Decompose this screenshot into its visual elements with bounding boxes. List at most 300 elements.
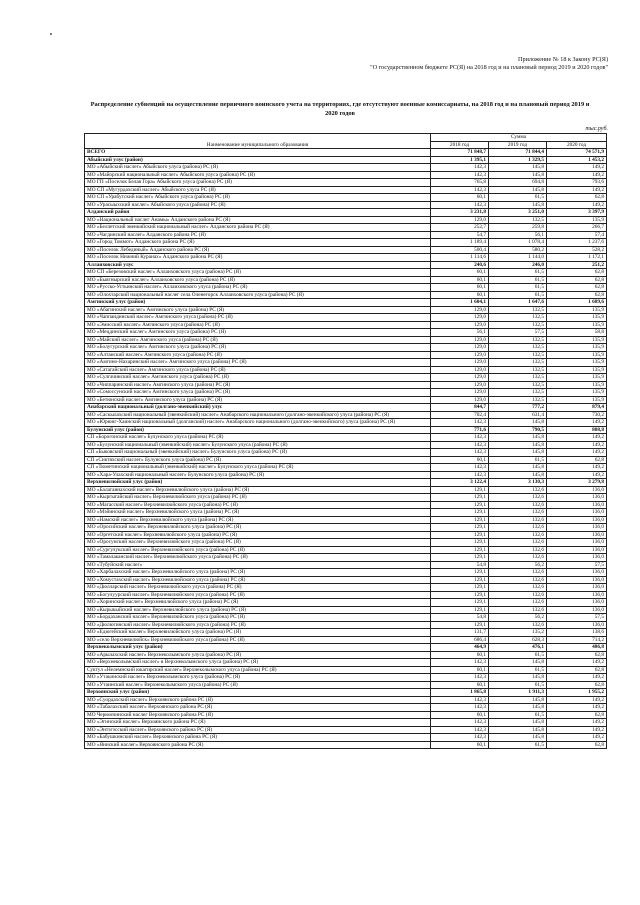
row-value-2019: 132,6 [489,531,547,539]
row-value-2020: 3 397,9 [547,209,607,217]
row-value-2019: 145,8 [489,719,547,727]
table-row [85,269,607,277]
row-name: МО «Национальный наслег Анамы» Алданского района РС (Я) [85,216,431,224]
table-row [85,741,607,749]
row-value-2018: 142,3 [431,696,489,704]
row-value-2018: 60,1 [431,666,489,674]
table-row [85,561,607,569]
row-value-2018: 1 865,8 [431,689,489,697]
row-value-2018: 142,3 [431,659,489,667]
row-value-2020: 149,2 [547,441,607,449]
row-value-2018: 129,1 [431,591,489,599]
row-value-2018: 129,0 [431,389,489,397]
row-value-2020: 135,9 [547,381,607,389]
row-value-2018: 252,7 [431,224,489,232]
row-value-2019: 145,8 [489,419,547,427]
row-value-2018: 500,4 [431,246,489,254]
table-row-total [85,149,607,157]
row-value-2018: 129,0 [431,381,489,389]
row-value-2020: 149,2 [547,186,607,194]
row-value-2020: 136,0 [547,546,607,554]
row-name: МО «Яниский наслег» Верхоянского района РС (Я) [85,741,431,749]
row-name: МО СП «Урабутский наслег» Абыйского улуса (района) РС (Я) [85,194,431,202]
row-value-2018: 129,1 [431,531,489,539]
table-row-total [85,209,607,217]
row-value-2018: 129,1 [431,606,489,614]
table-row [85,171,607,179]
row-name: Абыйский улус (район) [85,156,431,164]
row-value-2018: 142,3 [431,449,489,457]
row-value-2019: 61,5 [489,269,547,277]
row-name: МО «Намский наслег» Верхневилюйского улуса (района) РС (Я) [85,516,431,524]
table-row [85,336,607,344]
row-name: Амгинский улус (район) [85,299,431,307]
row-name: МО ГП «Поселок Белая Гора» Абыйского улуса (района) РС (Я) [85,179,431,187]
row-value-2020: 136,0 [547,531,607,539]
row-value-2018: 129,0 [431,344,489,352]
row-value-2020: 62,8 [547,651,607,659]
row-value-2020: 135,9 [547,344,607,352]
table-row [85,554,607,562]
row-value-2018: 131,7 [431,629,489,637]
row-value-2018: 142,3 [431,419,489,427]
row-name: МО «Поселок Лебединый» Алданского района РС (Я) [85,246,431,254]
table-row [85,599,607,607]
row-value-2018: 60,1 [431,651,489,659]
row-value-2020: 1 172,1 [547,254,607,262]
row-value-2019: 631,4 [489,411,547,419]
row-value-2019: 1 911,3 [489,689,547,697]
row-name: МО «Кыргыгайский наслег» Верхневилюйского улуса (района) РС (Я) [85,494,431,502]
row-value-2020: 135,9 [547,351,607,359]
row-value-2020: 714,2 [547,636,607,644]
row-value-2020: 1 689,6 [547,299,607,307]
row-value-2018: 129,1 [431,501,489,509]
row-name: Алданский район [85,209,431,217]
row-value-2020: 136,0 [547,584,607,592]
table-row [85,531,607,539]
row-value-2020: 149,2 [547,726,607,734]
row-name: МО «село Верхневилюйск» Верхневилюйского улуса (района) РС (Я) [85,636,431,644]
row-name: МО «Едюгейский наслег» Верхневилюйского улуса (района) РС (Я) [85,629,431,637]
row-name: МО «Дюлюгинский наслег» Верхневилюйского улуса (района) РС (Я) [85,621,431,629]
row-value-2018: 3 122,4 [431,479,489,487]
row-value-2019: 145,8 [489,704,547,712]
row-value-2019: 61,5 [489,284,547,292]
row-value-2019: 145,8 [489,449,547,457]
row-value-2020: 149,2 [547,704,607,712]
row-value-2018: 60,1 [431,269,489,277]
row-value-2018: 60,1 [431,711,489,719]
row-value-2018: 142,3 [431,186,489,194]
row-value-2019: 790,5 [489,426,547,434]
row-name: МО «Амгино-Нахаринский наслег» Амгинского улуса (района) РС (Я) [85,359,431,367]
row-name: МО «Чагдинский наслег» Алданского района РС (Я) [85,231,431,239]
table-row [85,636,607,644]
table-row [85,614,607,622]
row-name: Анабарский национальный (долгано-эвенкийский) улус [85,404,431,412]
row-name: МО «Энтэгэсский наслег» Верхоянского района РС (Я) [85,726,431,734]
row-name: МО «Мэйинский наслег» Верхневилюйского улуса (района) РС (Я) [85,509,431,517]
row-value-2018: 142,3 [431,201,489,209]
row-value-2019: 132,6 [489,516,547,524]
row-value-2018: 129,0 [431,366,489,374]
row-value-2018: 129,1 [431,569,489,577]
row-value-2019: 61,5 [489,456,547,464]
table-row [85,351,607,359]
row-name: МО «Алтанский наслег» Амгинского улуса (района) РС (Я) [85,351,431,359]
table-row-total [85,479,607,487]
row-name: СП «Быковский национальный (эвенкийский) наслег» Булунского улуса (района) РС (Я) [85,449,431,457]
row-name: МО «Верхнеколымский наслег» в Верхнеколымского улуса (района) РС (Я) [85,659,431,667]
row-value-2019: 132,6 [489,599,547,607]
table-row [85,314,607,322]
row-name: МО «Хара-Улахский национальный наслег» Булунского улуса (района) РС (Я) [85,471,431,479]
row-name: МО «Арылахский наслег» Верхнеколымского улуса (района) РС (Я) [85,651,431,659]
table-row-total [85,426,607,434]
row-value-2020: 1 237,6 [547,239,607,247]
row-name: МО «Богулуурский наслег» Верхневилюйского улуса (района) РС (Я) [85,591,431,599]
row-name: МО «Хоринский наслег» Верхневилюйского улуса (района) РС (Я) [85,599,431,607]
row-value-2018: 129,1 [431,599,489,607]
table-row [85,524,607,532]
row-value-2019: 145,8 [489,471,547,479]
row-value-2018: 686,4 [431,636,489,644]
row-value-2019: 132,5 [489,374,547,382]
table-row [85,449,607,457]
row-value-2020: 149,2 [547,659,607,667]
row-name: МО «Русско-Устьинский наслег» Аллаиховского улуса (района) РС (Я) [85,284,431,292]
row-value-2018: 771,6 [431,426,489,434]
row-name: Верхневилюйский улус (район) [85,479,431,487]
table-row [85,659,607,667]
row-name: МО «Мецдинский наслег» Амгинского улуса (района) РС (Я) [85,329,431,337]
row-value-2020: 62,8 [547,711,607,719]
row-value-2018: 60,1 [431,681,489,689]
table-row [85,471,607,479]
row-value-2020: 136,0 [547,524,607,532]
row-value-2020: 62,8 [547,194,607,202]
table-row [85,494,607,502]
row-value-2020: 528,2 [547,246,607,254]
row-name: МО «Оросийский наслег» Верхневилюйского улуса (района) РС (Я) [85,524,431,532]
row-value-2020: 57,5 [547,614,607,622]
row-name: МО «Бетюнский наслег» Амгинского улуса (района) РС (Я) [85,396,431,404]
row-value-2020: 730,2 [547,411,607,419]
row-value-2019: 132,5 [489,396,547,404]
row-name: МО «Хомустахский наслег» Верхневилюйского улуса (района) РС (Я) [85,576,431,584]
row-value-2019: 1 144,0 [489,254,547,262]
table-row [85,569,607,577]
row-name: МО «Балаганнахский наслег» Верхневилюйского улуса (района) РС (Я) [85,486,431,494]
table-row [85,329,607,337]
table-row [85,434,607,442]
row-value-2020: 62,8 [547,666,607,674]
row-value-2019: 145,8 [489,441,547,449]
row-value-2020: 251,2 [547,261,607,269]
row-name: МО «Тубуйский наслег» [85,561,431,569]
row-name: МО «Сулгачинский наслег» Амгинского улуса (района) РС (Я) [85,374,431,382]
row-value-2019: 61,5 [489,666,547,674]
row-value-2020: 136,0 [547,509,607,517]
row-value-2019: 246,0 [489,261,547,269]
row-value-2019: 61,5 [489,291,547,299]
header-year-2018: 2018 год [431,141,489,149]
row-value-2019: 132,6 [489,539,547,547]
row-value-2020: 62,8 [547,269,607,277]
row-value-2019: 132,6 [489,494,547,502]
row-value-2018: 129,1 [431,621,489,629]
row-name: МО «Сомоссунский наслег» Амгинского улуса (района) РС (Я) [85,389,431,397]
subvention-table [84,133,607,749]
row-value-2020: 62,8 [547,284,607,292]
row-value-2019: 132,5 [489,306,547,314]
table-row [85,194,607,202]
row-value-2019: 1 647,6 [489,299,547,307]
row-value-2019: 145,8 [489,726,547,734]
table-row [85,719,607,727]
row-name: МО «Беллетский эвенкийский национальный наслег» Алданского района РС (Я) [85,224,431,232]
row-value-2019: 132,5 [489,314,547,322]
row-value-2019: 56,2 [489,614,547,622]
table-body [85,149,607,749]
row-value-2019: 61,5 [489,651,547,659]
row-value-2020: 486,8 [547,644,607,652]
row-name: МО «Дюлларский наслег» Верхневилюйского улуса (района) РС (Я) [85,584,431,592]
appendix-line-2: "О государственном бюджете РС(Я) на 2018 год и на плановый период 2019 и 2020 годов" [370,64,608,71]
row-name: МО «Бордаханский наслег» Верхневилюйского улуса (района) РС (Я) [85,614,431,622]
row-value-2020: 135,9 [547,396,607,404]
row-value-2019: 145,8 [489,464,547,472]
row-value-2018: 129,1 [431,576,489,584]
table-row [85,179,607,187]
row-value-2018: 129,0 [431,351,489,359]
row-value-2019: 132,6 [489,546,547,554]
row-name: МО «Быягнырский наслег» Аллаиховского улуса (района) РС (Я) [85,276,431,284]
row-value-2019: 132,5 [489,344,547,352]
row-value-2020: 136,0 [547,576,607,584]
row-value-2019: 628,3 [489,636,547,644]
row-value-2019: 71 844,4 [489,149,547,157]
table-row [85,516,607,524]
table-row [85,389,607,397]
row-name: МО «Табалахский наслег» Верхоянского района РС (Я) [85,704,431,712]
table-row-total [85,261,607,269]
table-row [85,621,607,629]
row-value-2020: 62,8 [547,456,607,464]
row-value-2018: 142,3 [431,164,489,172]
row-value-2020: 149,2 [547,471,607,479]
row-name: МО «Тамалаканский наслег» Верхневилюйского улуса (района) РС (Я) [85,554,431,562]
row-value-2019: 135,2 [489,629,547,637]
table-row [85,306,607,314]
row-value-2018: 1 189,4 [431,239,489,247]
row-name: МО «Саскылахский национальный (эвенкийский) наслег» Анабарского национального (долгано-эвенкийского) улуса (района) РС (Я) [85,411,431,419]
row-value-2018: 464,9 [431,644,489,652]
table-row [85,546,607,554]
row-name: МО «Утаьинский наслег» Верхнеколымского улуса (района) РС (Я) [85,674,431,682]
row-value-2020: 808,8 [547,426,607,434]
row-value-2020: 136,0 [547,591,607,599]
row-name: МО «Майорский национальный наслег» Абыйского улуса (района) РС (Я) [85,171,431,179]
row-value-2020: 149,2 [547,734,607,742]
table-row [85,411,607,419]
row-value-2019: 132,6 [489,486,547,494]
row-value-2020: 1 453,2 [547,156,607,164]
row-value-2018: 1 604,1 [431,299,489,307]
row-name: Суктул «Нелемнский юкагирский наслег» Верхнеколымского улуса (района) РС (Я) [85,666,431,674]
table-row [85,396,607,404]
row-name: МО «Утаинский наслег» Верхнеколымского улуса (района) РС (Я) [85,681,431,689]
row-value-2020: 136,0 [547,621,607,629]
row-name: СП «Сиктяхский наслег» Булунского улуса (района) РС (Я) [85,456,431,464]
row-value-2020: 135,9 [547,306,607,314]
row-value-2018: 129,1 [431,524,489,532]
row-value-2018: 56,1 [431,329,489,337]
row-value-2018: 765,8 [431,179,489,187]
row-value-2018: 129,0 [431,321,489,329]
table-row-total [85,404,607,412]
table-row [85,201,607,209]
table-row [85,591,607,599]
row-value-2020: 62,8 [547,291,607,299]
row-name: МО СП «Березовский наслег» Аллаиховского улуса (района) РС (Я) [85,269,431,277]
row-value-2019: 56,2 [489,561,547,569]
table-row [85,291,607,299]
row-value-2020: 62,8 [547,741,607,749]
row-name: МО Черюмчинский наслег Верхоянского района РС (Я) [85,711,431,719]
table-row [85,674,607,682]
row-name: МО «Суордахский наслег» Верхоянского района РС (Я) [85,696,431,704]
row-value-2020: 74 571,9 [547,149,607,157]
table-row [85,651,607,659]
row-value-2020: 136,0 [547,569,607,577]
row-value-2019: 145,8 [489,186,547,194]
row-value-2020: 149,2 [547,419,607,427]
row-value-2019: 132,6 [489,524,547,532]
table-row [85,216,607,224]
row-value-2019: 132,5 [489,366,547,374]
table-row [85,276,607,284]
table-row [85,231,607,239]
row-value-2019: 132,5 [489,389,547,397]
row-value-2018: 129,1 [431,509,489,517]
row-value-2020: 58,8 [547,329,607,337]
row-value-2018: 142,3 [431,441,489,449]
table-row [85,666,607,674]
table-row [85,381,607,389]
row-value-2019: 132,5 [489,351,547,359]
row-value-2018: 129,1 [431,584,489,592]
row-name: МО «Абагинский наслег» Амгинского улуса (района) РС (Я) [85,306,431,314]
row-value-2020: 3 279,8 [547,479,607,487]
row-value-2020: 1 955,2 [547,689,607,697]
row-value-2019: 132,6 [489,501,547,509]
row-name: МО СП «Мугурдахский наслег» Абыйского улуса РС (Я) [85,186,431,194]
row-name: Верхнеколымский улус (район) [85,644,431,652]
row-value-2018: 60,1 [431,194,489,202]
row-value-2020: 149,2 [547,674,607,682]
document-title: Распределение субвенций на осуществление первичного воинского учета на территориях, где отсутствуют военные комиссариаты, на 2018 год и на плановый период 2019 и 2020 годов [90,101,590,117]
row-value-2019: 3 130,3 [489,479,547,487]
row-value-2018: 844,7 [431,404,489,412]
row-value-2019: 694,8 [489,179,547,187]
row-value-2018: 129,0 [431,374,489,382]
row-name: МО «Харбалахский наслег» Верхневилюйского улуса (района) РС (Я) [85,569,431,577]
table-row [85,246,607,254]
row-value-2018: 129,1 [431,546,489,554]
row-value-2019: 132,6 [489,591,547,599]
row-value-2019: 1 329,5 [489,156,547,164]
table-row-total [85,299,607,307]
row-value-2018: 129,1 [431,516,489,524]
row-name: МО «Оросунский наслег» Верхневилюйского улуса (района) РС (Я) [85,539,431,547]
row-name: МО «Эмисский наслег» Амгинского улуса (района) РС (Я) [85,321,431,329]
row-value-2019: 57,5 [489,329,547,337]
row-value-2018: 142,3 [431,734,489,742]
row-value-2020: 138,6 [547,629,607,637]
row-value-2018: 129,0 [431,359,489,367]
row-value-2019: 476,1 [489,644,547,652]
row-value-2019: 132,6 [489,621,547,629]
row-value-2018: 129,0 [431,336,489,344]
row-value-2018: 60,1 [431,276,489,284]
appendix-header [268,56,608,72]
row-value-2019: 132,6 [489,584,547,592]
row-value-2018: 1 395,1 [431,156,489,164]
table-row [85,374,607,382]
row-value-2018: 142,3 [431,674,489,682]
table-row [85,359,607,367]
table-row [85,629,607,637]
row-name: МО «Сургулукский наслег» Верхневилюйского улуса (района) РС (Я) [85,546,431,554]
row-value-2020: 135,9 [547,314,607,322]
row-name: МО «Абыйский наслег» Абыйского улуса (района) РС (Я) [85,164,431,172]
row-value-2020: 149,2 [547,164,607,172]
row-value-2019: 145,8 [489,201,547,209]
table-row [85,501,607,509]
row-name: МО «Эгинский наслег» Верхоянского района РС (Я) [85,719,431,727]
row-value-2020: 136,0 [547,599,607,607]
row-name: СП «Борогонский наслег» Булунского улуса (района) РС (Я) [85,434,431,442]
table-row [85,284,607,292]
table-row [85,164,607,172]
row-value-2019: 259,8 [489,224,547,232]
row-value-2020: 135,9 [547,389,607,397]
row-value-2018: 60,1 [431,456,489,464]
row-value-2019: 132,6 [489,576,547,584]
row-value-2018: 54,7 [431,231,489,239]
row-name: МО «Чаппандинский наслег» Амгинского улуса (района) РС (Я) [85,314,431,322]
row-value-2019: 132,5 [489,336,547,344]
row-value-2018: 142,3 [431,434,489,442]
table-row [85,224,607,232]
row-value-2019: 145,8 [489,696,547,704]
row-name: СП «Тюметинский национальный (эвенкийский) наслег» Булунского улуса (района) РС (Я) [85,464,431,472]
table-row [85,509,607,517]
row-value-2019: 56,1 [489,231,547,239]
row-value-2019: 132,5 [489,381,547,389]
row-value-2020: 136,0 [547,501,607,509]
row-value-2018: 129,0 [431,396,489,404]
row-value-2019: 145,8 [489,674,547,682]
row-value-2018: 129,1 [431,539,489,547]
row-value-2019: 145,8 [489,734,547,742]
table-row [85,704,607,712]
row-value-2018: 129,0 [431,306,489,314]
row-name: МО «Бабушкинский наслег» Верхоянского района РС (Я) [85,734,431,742]
row-value-2020: 266,7 [547,224,607,232]
